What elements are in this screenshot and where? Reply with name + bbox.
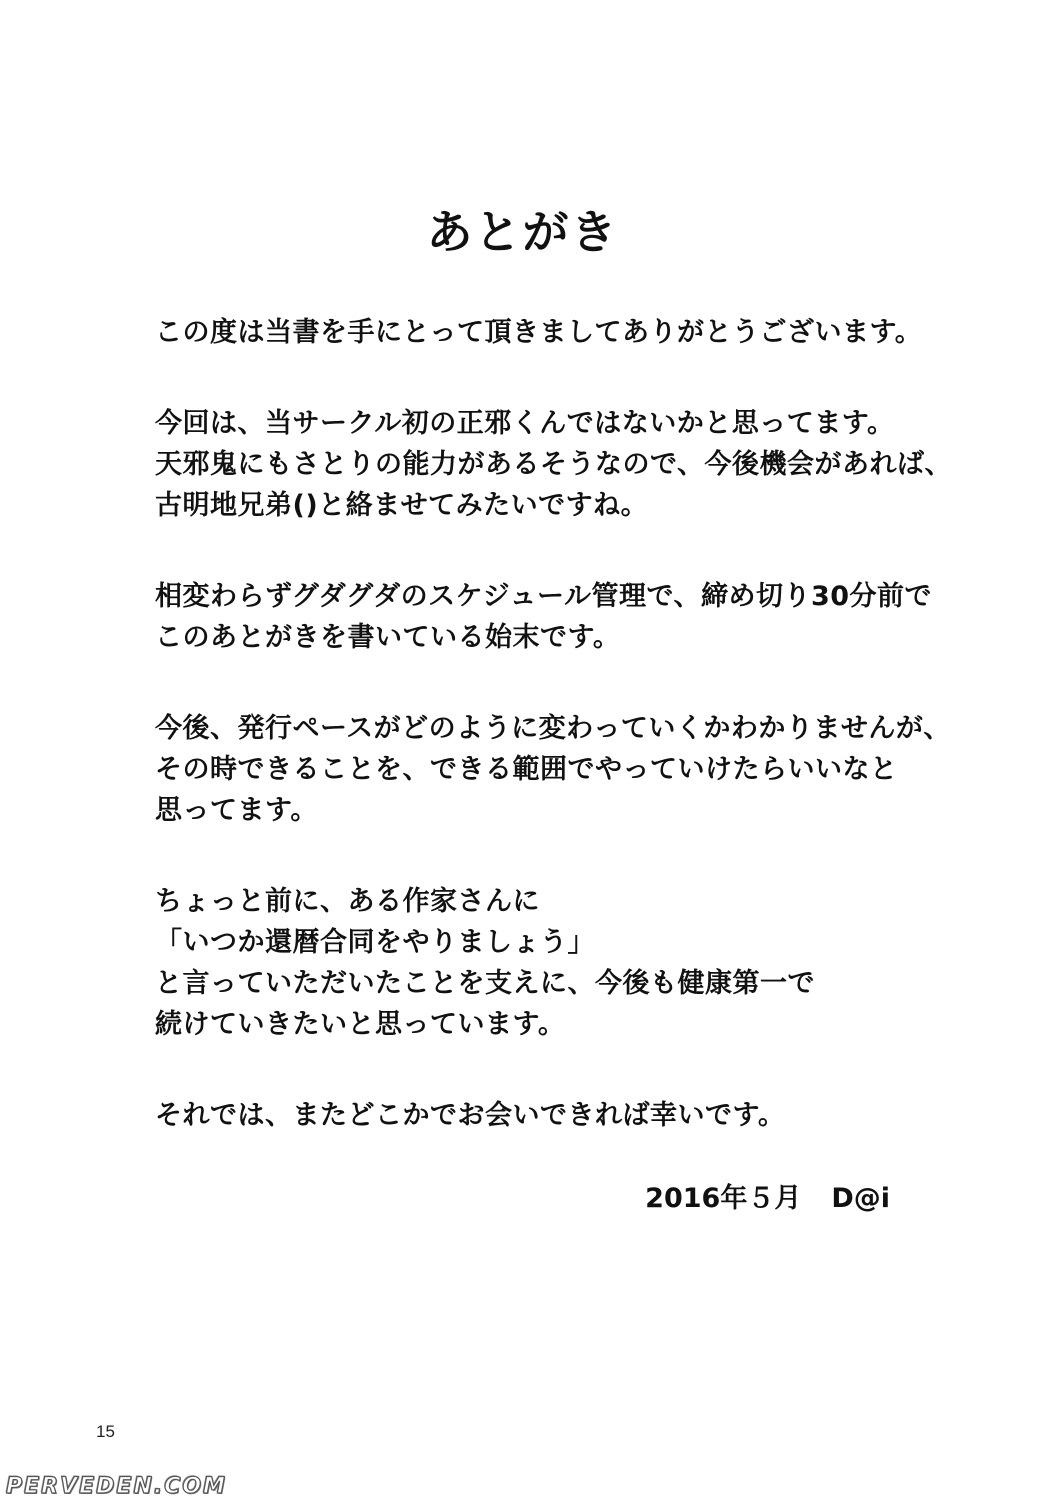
text-line: 相変わらずグダグダのスケジュール管理で、締め切り30分前で bbox=[155, 581, 933, 612]
text-line: 今回は、当サークル初の正邪くんではないかと思ってます。 bbox=[155, 408, 895, 439]
paragraph-6 bbox=[155, 1095, 945, 1136]
text-line: 「いつか還暦合同をやりましょう」 bbox=[155, 927, 595, 958]
paragraph-3 bbox=[155, 576, 945, 658]
text-line: それでは、またどこかでお会いできれば幸いです。 bbox=[155, 1100, 786, 1131]
paragraph-5 bbox=[155, 881, 945, 1045]
page-title: あとがき bbox=[426, 205, 619, 259]
text-line: と言っていただいたことを支えに、今後も健康第一で bbox=[155, 968, 815, 999]
text-line: 天邪鬼にもさとりの能力があるそうなので、今後機会があれば、 bbox=[155, 449, 952, 480]
text-line: 今後、発行ペースがどのように変わっていくかわかりませんが、 bbox=[155, 713, 951, 744]
text-line: このあとがきを書いている始末です。 bbox=[155, 622, 621, 653]
page-number: 15 bbox=[96, 1422, 115, 1441]
text-line: 古明地兄弟()と絡ませてみたいですね。 bbox=[155, 490, 649, 521]
signature-author: D@i bbox=[831, 1183, 890, 1214]
text-line: ちょっと前に、ある作家さんに bbox=[155, 886, 540, 917]
watermark-logo: PERVEDEN.COM bbox=[6, 1474, 227, 1499]
text-line: 続けていきたいと思っています。 bbox=[155, 1009, 566, 1040]
signature-date: 2016年５月 bbox=[645, 1183, 802, 1214]
signature bbox=[645, 1176, 890, 1215]
paragraph-2 bbox=[155, 403, 952, 526]
paragraph-1 bbox=[155, 312, 945, 353]
text-line: 思ってます。 bbox=[155, 795, 318, 826]
afterword-body bbox=[155, 312, 952, 1186]
text-line: その時できることを、できる範囲でやっていけたらいいなと bbox=[155, 754, 898, 785]
text-line: この度は当書を手にとって頂きましてありがとうございます。 bbox=[155, 317, 923, 348]
paragraph-4 bbox=[155, 708, 951, 831]
